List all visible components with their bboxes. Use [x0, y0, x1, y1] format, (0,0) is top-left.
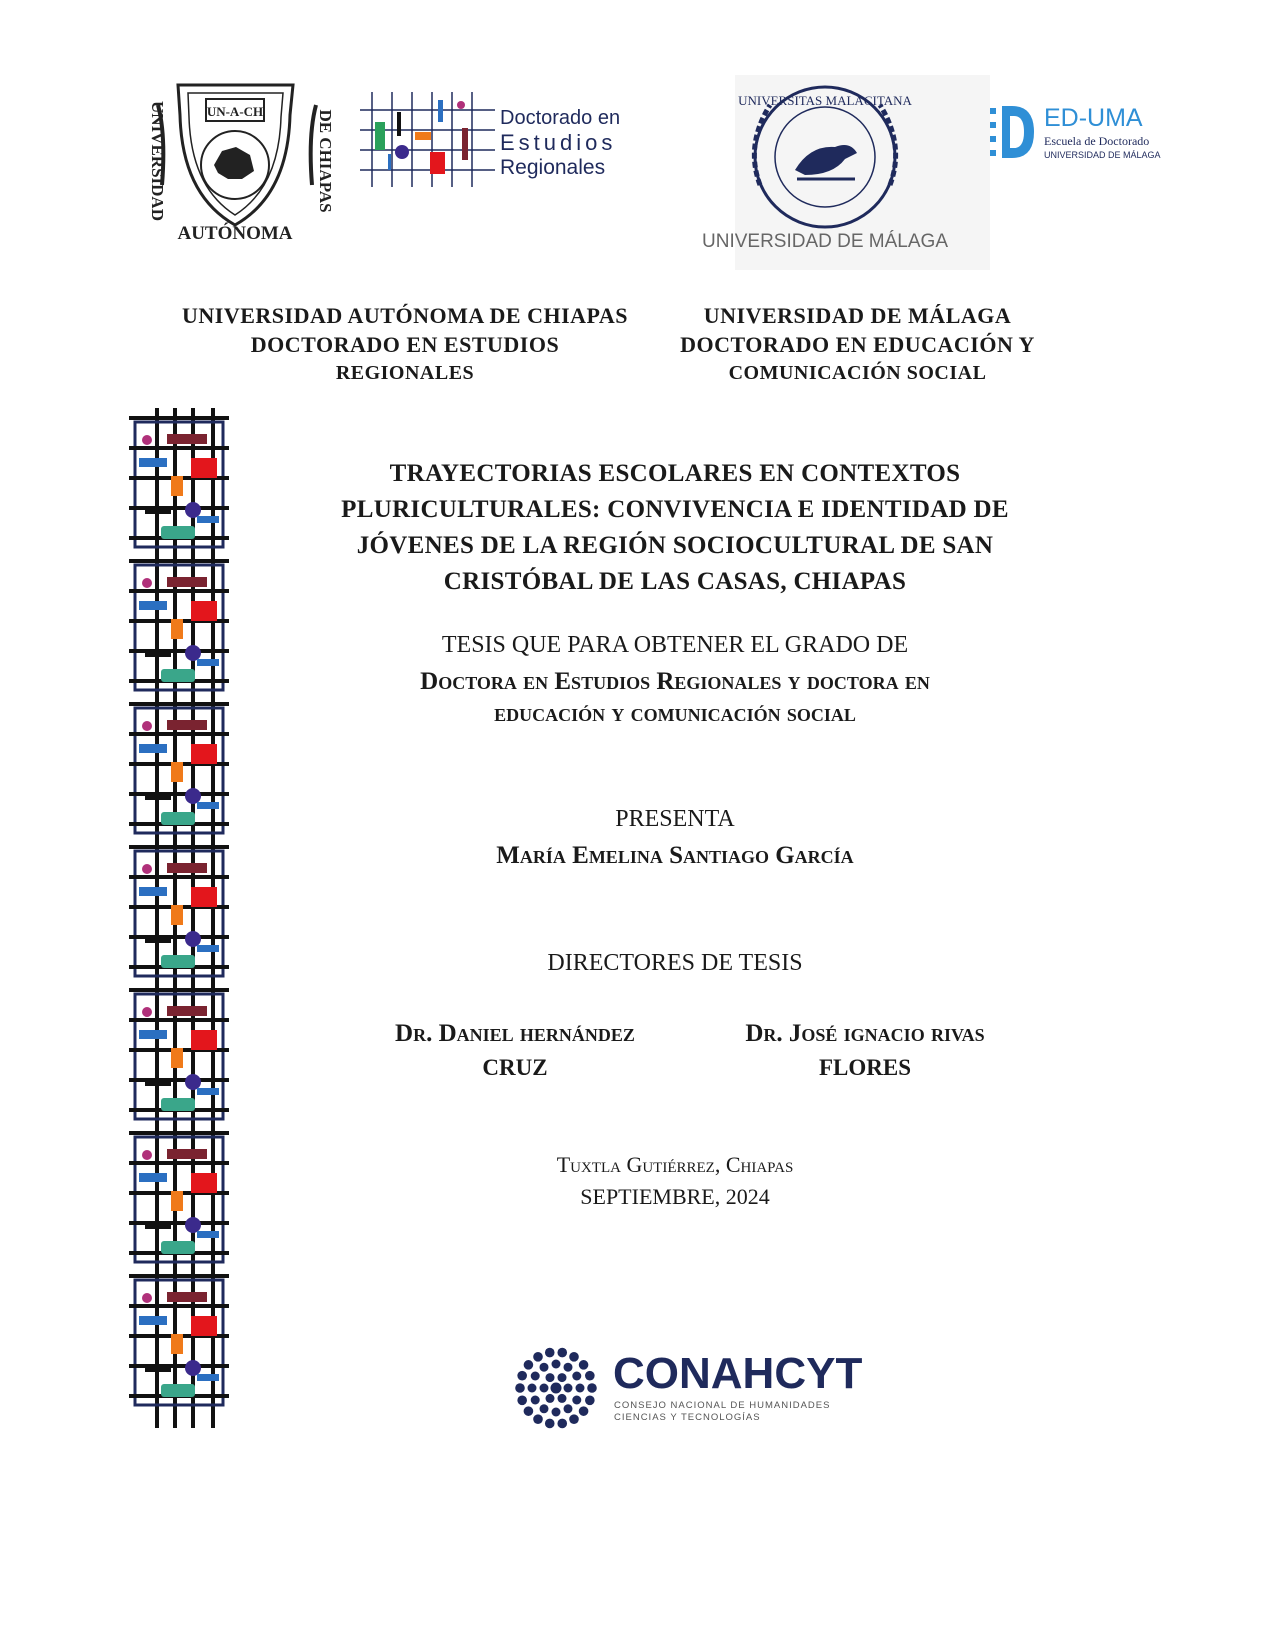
pattern-block	[191, 601, 217, 621]
pattern-block	[171, 1334, 183, 1354]
conahcyt-dot	[579, 1360, 589, 1370]
conahcyt-logo	[508, 1340, 918, 1440]
director2-line2: FLORES	[818, 1055, 912, 1080]
conahcyt-dot	[551, 1383, 562, 1394]
pattern-block	[171, 762, 183, 782]
conahcyt-dot	[572, 1372, 581, 1381]
uma-logo	[702, 75, 990, 270]
conahcyt-line1: CONSEJO NACIONAL DE HUMANIDADES	[614, 1400, 831, 1411]
pattern-bar	[145, 794, 171, 800]
decorative-pattern-column	[125, 408, 235, 1428]
der-text-1: Doctorado en	[500, 107, 621, 129]
pattern-bar	[145, 1080, 171, 1086]
degree-line1: Doctora en Estudios Regionales y doctora en	[420, 668, 930, 695]
place: Tuxtla Gutiérrez, Chiapas	[556, 1152, 794, 1177]
pattern-bar	[197, 1088, 219, 1095]
pattern-bar	[167, 720, 207, 730]
conahcyt-dot	[569, 1352, 579, 1362]
pattern-block	[161, 1098, 195, 1111]
pattern-dot	[142, 1007, 152, 1017]
pattern-dot	[142, 721, 152, 731]
header-left-line3: REGIONALES	[335, 362, 475, 384]
pattern-bar	[167, 1292, 207, 1302]
conahcyt-dot	[564, 1384, 573, 1393]
unach-right-text: DE CHIAPAS	[316, 109, 335, 213]
conahcyt-dot	[572, 1396, 581, 1405]
eduma-logo	[990, 100, 1190, 175]
pattern-bar	[197, 1374, 219, 1381]
conahcyt-dot	[533, 1352, 543, 1362]
pattern-bar	[145, 1366, 171, 1372]
directors-label: DIRECTORES DE TESIS	[547, 950, 803, 976]
pattern-bar	[139, 601, 167, 610]
pattern-block	[191, 1316, 217, 1336]
conahcyt-dot	[558, 1394, 567, 1403]
conahcyt-dot	[552, 1360, 561, 1369]
pattern-dot	[142, 864, 152, 874]
pattern-bar	[139, 1316, 167, 1325]
presents-label: PRESENTA	[615, 806, 735, 832]
director1-line2: CRUZ	[482, 1055, 548, 1080]
unach-left-text: UNIVERSIDAD	[148, 101, 167, 221]
header-right-line3: COMUNICACIÓN SOCIAL	[728, 362, 987, 384]
pattern-block	[171, 476, 183, 496]
conahcyt-dot	[540, 1404, 549, 1413]
pattern-dot	[185, 788, 201, 804]
conahcyt-dot	[545, 1419, 555, 1429]
pattern-block	[161, 955, 195, 968]
conahcyt-dot	[540, 1363, 549, 1372]
pattern-bar	[167, 577, 207, 587]
conahcyt-dot	[524, 1360, 534, 1370]
pattern-bar	[167, 434, 207, 444]
title-line: JÓVENES DE LA REGIÓN SOCIOCULTURAL DE SAN	[356, 532, 994, 559]
uma-seal-text: UNIVERSITAS MALACITANA	[738, 93, 912, 108]
conahcyt-dot	[517, 1396, 527, 1406]
pattern-block	[161, 526, 195, 539]
pattern-bar	[167, 863, 207, 873]
title-line: PLURICULTURALES: CONVIVENCIA E IDENTIDAD DE	[341, 496, 1009, 523]
pattern-dot	[185, 1074, 201, 1090]
pattern-dot	[142, 578, 152, 588]
conahcyt-dot-mark	[515, 1348, 597, 1429]
der-logo	[360, 92, 640, 192]
conahcyt-dot	[540, 1384, 549, 1393]
conahcyt-dot	[546, 1373, 555, 1382]
conahcyt-dot	[524, 1406, 534, 1416]
eduma-line2: UNIVERSIDAD DE MÁLAGA	[1044, 150, 1161, 160]
pattern-bar	[167, 1006, 207, 1016]
conahcyt-dot	[552, 1408, 561, 1417]
eduma-name: ED-UMA	[1044, 104, 1143, 132]
conahcyt-dot	[517, 1371, 527, 1381]
pattern-bar	[139, 458, 167, 467]
pattern-block	[161, 669, 195, 682]
header-right-line2: DOCTORADO EN EDUCACIÓN Y	[680, 332, 1035, 357]
title-line: CRISTÓBAL DE LAS CASAS, CHIAPAS	[443, 568, 907, 595]
director2-line1: Dr. José ignacio rivas	[745, 1020, 985, 1047]
pattern-dot	[142, 1293, 152, 1303]
pattern-bar	[139, 744, 167, 753]
pattern-block	[191, 887, 217, 907]
pattern-bar	[139, 1173, 167, 1182]
pattern-bar	[145, 1223, 171, 1229]
pattern-bar	[197, 802, 219, 809]
pattern-bar	[197, 945, 219, 952]
conahcyt-dot	[585, 1371, 595, 1381]
pattern-bar	[139, 887, 167, 896]
title-line: TRAYECTORIAS ESCOLARES EN CONTEXTOS	[389, 460, 961, 487]
pattern-block	[161, 1384, 195, 1397]
pattern-dot	[142, 1150, 152, 1160]
conahcyt-dot	[569, 1414, 579, 1424]
pattern-block	[191, 1173, 217, 1193]
pattern-bar	[167, 1149, 207, 1159]
pattern-bar	[139, 1030, 167, 1039]
pattern-dot	[185, 645, 201, 661]
pattern-dot	[185, 1217, 201, 1233]
pattern-block	[191, 744, 217, 764]
pattern-block	[161, 812, 195, 825]
pattern-bar	[145, 937, 171, 943]
thesis-title	[300, 456, 1050, 600]
uma-caption: UNIVERSIDAD DE MÁLAGA	[702, 231, 948, 252]
conahcyt-dot	[528, 1384, 537, 1393]
unach-logo	[138, 75, 333, 247]
conahcyt-dot	[533, 1414, 543, 1424]
pattern-block	[191, 1030, 217, 1050]
pattern-bar	[145, 651, 171, 657]
conahcyt-dot	[557, 1348, 567, 1358]
conahcyt-dot	[557, 1419, 567, 1429]
pattern-dot	[185, 931, 201, 947]
unach-bottom-text: AUTÓNOMA	[177, 223, 293, 244]
conahcyt-dot	[558, 1373, 567, 1382]
conahcyt-dot	[564, 1363, 573, 1372]
conahcyt-dot	[545, 1348, 555, 1358]
conahcyt-dot	[587, 1383, 597, 1393]
conahcyt-dot	[585, 1396, 595, 1406]
conahcyt-dot	[531, 1372, 540, 1381]
conahcyt-dot	[515, 1383, 525, 1393]
der-text-3: Regionales	[500, 156, 606, 179]
pattern-bar	[197, 659, 219, 666]
pattern-bar	[197, 516, 219, 523]
conahcyt-line2: CIENCIAS Y TECNOLOGÍAS	[614, 1412, 761, 1423]
conahcyt-dot	[579, 1406, 589, 1416]
pattern-block	[191, 458, 217, 478]
conahcyt-dot	[531, 1396, 540, 1405]
pattern-block	[171, 619, 183, 639]
conahcyt-dot	[576, 1384, 585, 1393]
pattern-bar	[197, 1231, 219, 1238]
pattern-dot	[185, 502, 201, 518]
pattern-block	[171, 905, 183, 925]
degree-line2: educación y comunicación social	[494, 700, 856, 727]
date: SEPTIEMBRE, 2024	[580, 1184, 770, 1209]
conahcyt-name: CONAHCYT	[613, 1349, 863, 1398]
pattern-dot	[142, 435, 152, 445]
conahcyt-dot	[564, 1404, 573, 1413]
header-right-line1: UNIVERSIDAD DE MÁLAGA	[703, 303, 1012, 328]
pattern-block	[161, 1241, 195, 1254]
eduma-line1: Escuela de Doctorado	[1044, 134, 1150, 148]
pattern-block	[171, 1191, 183, 1211]
director1-line1: Dr. Daniel hernández	[395, 1020, 635, 1047]
header-left-line1: UNIVERSIDAD AUTÓNOMA DE CHIAPAS	[182, 303, 628, 328]
author-name: María Emelina Santiago García	[496, 842, 854, 869]
pattern-dot	[185, 1360, 201, 1376]
conahcyt-dot	[546, 1394, 555, 1403]
pattern-bar	[145, 508, 171, 514]
degree-intro: TESIS QUE PARA OBTENER EL GRADO DE	[441, 632, 909, 658]
header-left-line2: DOCTORADO EN ESTUDIOS	[250, 332, 560, 357]
unach-shield-text: UN-A-CH	[206, 104, 264, 119]
der-text-2: Estudios	[500, 130, 617, 155]
pattern-block	[171, 1048, 183, 1068]
